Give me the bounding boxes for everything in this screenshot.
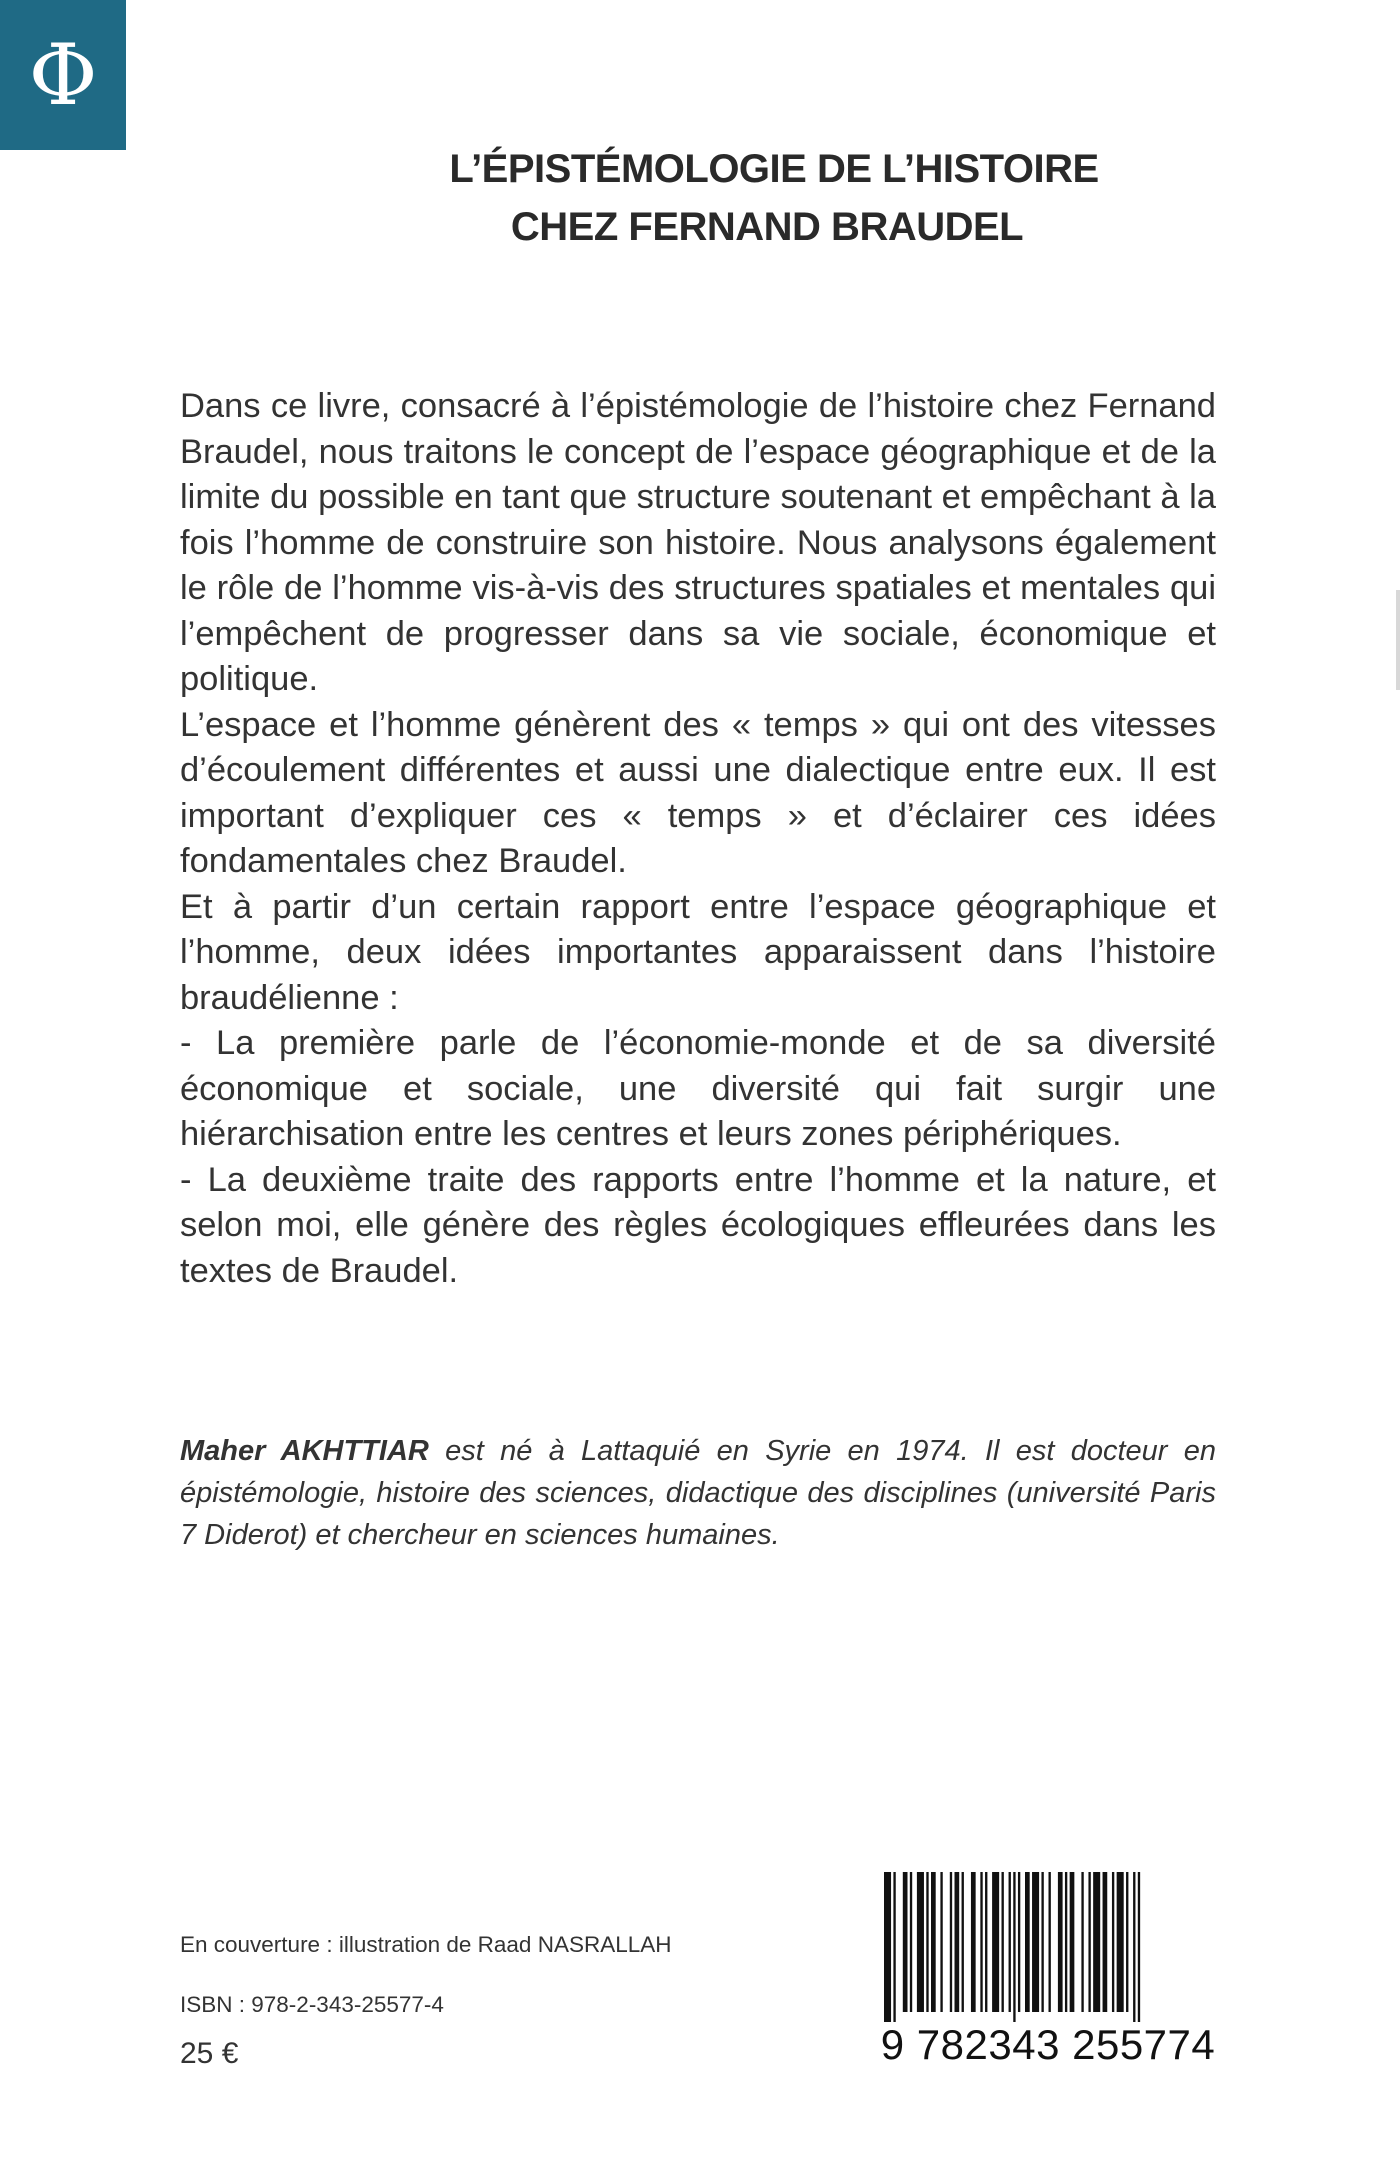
barcode-bar <box>1112 1872 1114 2012</box>
barcode-bar <box>917 1872 924 2012</box>
price: 25 € <box>180 2037 239 2070</box>
barcode-bar <box>931 1872 936 2012</box>
barcode-bar <box>903 1872 908 2012</box>
author-name: Maher AKHTTIAR <box>180 1435 429 1467</box>
barcode-bar <box>1126 1872 1128 2012</box>
book-title <box>0 140 1400 256</box>
isbn: ISBN : 978-2-343-25577-4 <box>180 1992 444 2017</box>
barcode-digits: 9 782343 255774 <box>880 2021 1216 2068</box>
barcode-bar <box>884 1872 891 2022</box>
barcode-bar <box>1065 1872 1067 2012</box>
barcode-bar <box>1058 1872 1063 2012</box>
phi-logo-icon: Φ <box>28 26 98 124</box>
barcode <box>880 1872 1216 2074</box>
barcode-bar <box>1103 1872 1108 2012</box>
barcode-bar <box>992 1872 999 2012</box>
barcode-bar <box>1070 1872 1075 2012</box>
blurb-paragraph-1: Dans ce livre, consacré à l’épistémologie de l’histoire chez Fernand Braudel, nous traitons le concept de l’espace géographique et de la limite du possible en tant que structure soutenant et empêchant à la fois l’homme de construire son histoire. Nous analysons également le rôle de l’homme vis-à-vis des structures spatiales et mentales qui l’empêchent de progresser dans sa vie sociale, économique et politique. <box>180 387 1216 698</box>
blurb-paragraph-2: L’espace et l’homme génèrent des « temps » qui ont des vitesses d’écoulement différentes et aussi une dialectique entre eux. Il est important d’expliquer ces « temps » et d’éclairer ces idées fondamentales chez Braudel. <box>180 705 1216 880</box>
blurb <box>180 384 1216 1294</box>
barcode-bar <box>1081 1872 1083 2012</box>
title-line-2: CHEZ FERNAND BRAUDEL <box>510 205 1024 249</box>
barcode-bar <box>1041 1872 1043 2012</box>
cover-credit: En couverture : illustration de Raad NASRALLAH <box>180 1932 672 1957</box>
barcode-bar <box>940 1872 942 2012</box>
barcode-bar <box>1133 1872 1135 2022</box>
barcode-bar <box>1093 1872 1100 2012</box>
author-bio-text: est né à Lattaquié en Syrie en 1974. Il est docteur en épistémologie, histoire des sciences, didactique des disciplines (université Paris 7 Diderot) et chercheur en sciences humaines. <box>180 1435 1216 1551</box>
barcode-bar <box>910 1872 912 2012</box>
title-line-1: L’ÉPISTÉMOLOGIE DE L’HISTOIRE <box>449 147 1099 191</box>
author-bio <box>180 1430 1216 1556</box>
barcode-bar <box>893 1872 895 2022</box>
barcode-bar <box>955 1872 960 2012</box>
barcode-bar <box>1138 1872 1140 2022</box>
barcode-bar <box>980 1872 982 2012</box>
barcode-bar <box>1088 1872 1090 2012</box>
blurb-paragraph-5: - La deuxième traite des rapports entre l’homme et la nature, et selon moi, elle génère des règles écologiques effleurées dans les textes de Braudel. <box>180 1160 1216 1290</box>
barcode-bar <box>926 1872 928 2012</box>
barcode-bars <box>880 1872 1216 2022</box>
barcode-bar <box>1009 1872 1011 2012</box>
page-edge-mark <box>1396 590 1400 690</box>
barcode-bar <box>1018 1872 1020 2012</box>
barcode-bar <box>1117 1872 1124 2012</box>
barcode-bar <box>950 1872 952 2012</box>
publisher-logo <box>0 0 126 150</box>
blurb-paragraph-4: - La première parle de l’économie-monde et de sa diversité économique et sociale, une diversité qui fait surgir une hiérarchisation entre les centres et leurs zones périphériques. <box>180 1024 1216 1153</box>
barcode-bar <box>1025 1872 1030 2012</box>
barcode-bar <box>1013 1872 1015 2022</box>
barcode-bar <box>1002 1872 1004 2012</box>
barcode-bar <box>1032 1872 1039 2012</box>
blurb-paragraph-3: Et à partir d’un certain rapport entre l’espace géographique et l’homme, deux idées importantes apparaissent dans l’histoire braudélienne : <box>180 887 1216 1017</box>
barcode-bar <box>1049 1872 1051 2012</box>
barcode-bar <box>962 1872 964 2012</box>
barcode-bar <box>985 1872 987 2012</box>
barcode-bar <box>971 1872 976 2012</box>
